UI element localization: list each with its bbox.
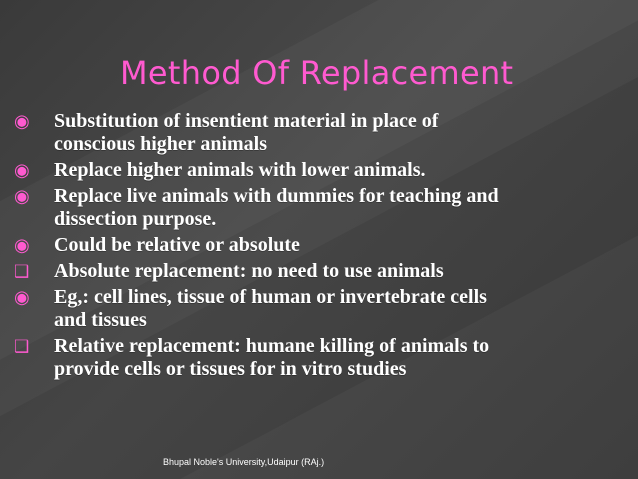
bullet-text: Could be relative or absolute (54, 234, 300, 256)
bullet-text: Replace live animals with dummies for teaching and dissection purpose. (54, 185, 499, 230)
target-bullet-icon: ◉ (14, 186, 30, 206)
target-bullet-icon: ◉ (14, 235, 30, 255)
bullet-text: Absolute replacement: no need to use animals (54, 260, 444, 282)
bullet-item (14, 234, 634, 257)
slide-title: Method Of Replacement (120, 54, 514, 92)
checkbox-bullet-icon: ❑ (14, 262, 30, 281)
target-bullet-icon: ◉ (14, 160, 30, 180)
slide-footer: Bhupal Noble's University,Udaipur (RAj.) (163, 457, 325, 467)
bullet-text: Relative replacement: humane killing of animals to provide cells or tissues for in vitro studies (54, 335, 490, 380)
bullet-text: Substitution of insentient material in place of conscious higher animals (54, 110, 439, 155)
bullet-text: Eg,: cell lines, tissue of human or invertebrate cells and tissues (54, 286, 487, 331)
bullet-list (14, 110, 634, 384)
bullet-item (14, 335, 634, 381)
bullet-item (14, 159, 634, 182)
bullet-item (14, 110, 634, 156)
target-bullet-icon: ◉ (14, 287, 30, 307)
checkbox-bullet-icon: ❑ (14, 337, 30, 356)
bullet-item (14, 260, 634, 283)
bullet-item (14, 185, 634, 231)
target-bullet-icon: ◉ (14, 111, 30, 131)
bullet-item (14, 286, 634, 332)
bullet-text: Replace higher animals with lower animals. (54, 159, 426, 181)
